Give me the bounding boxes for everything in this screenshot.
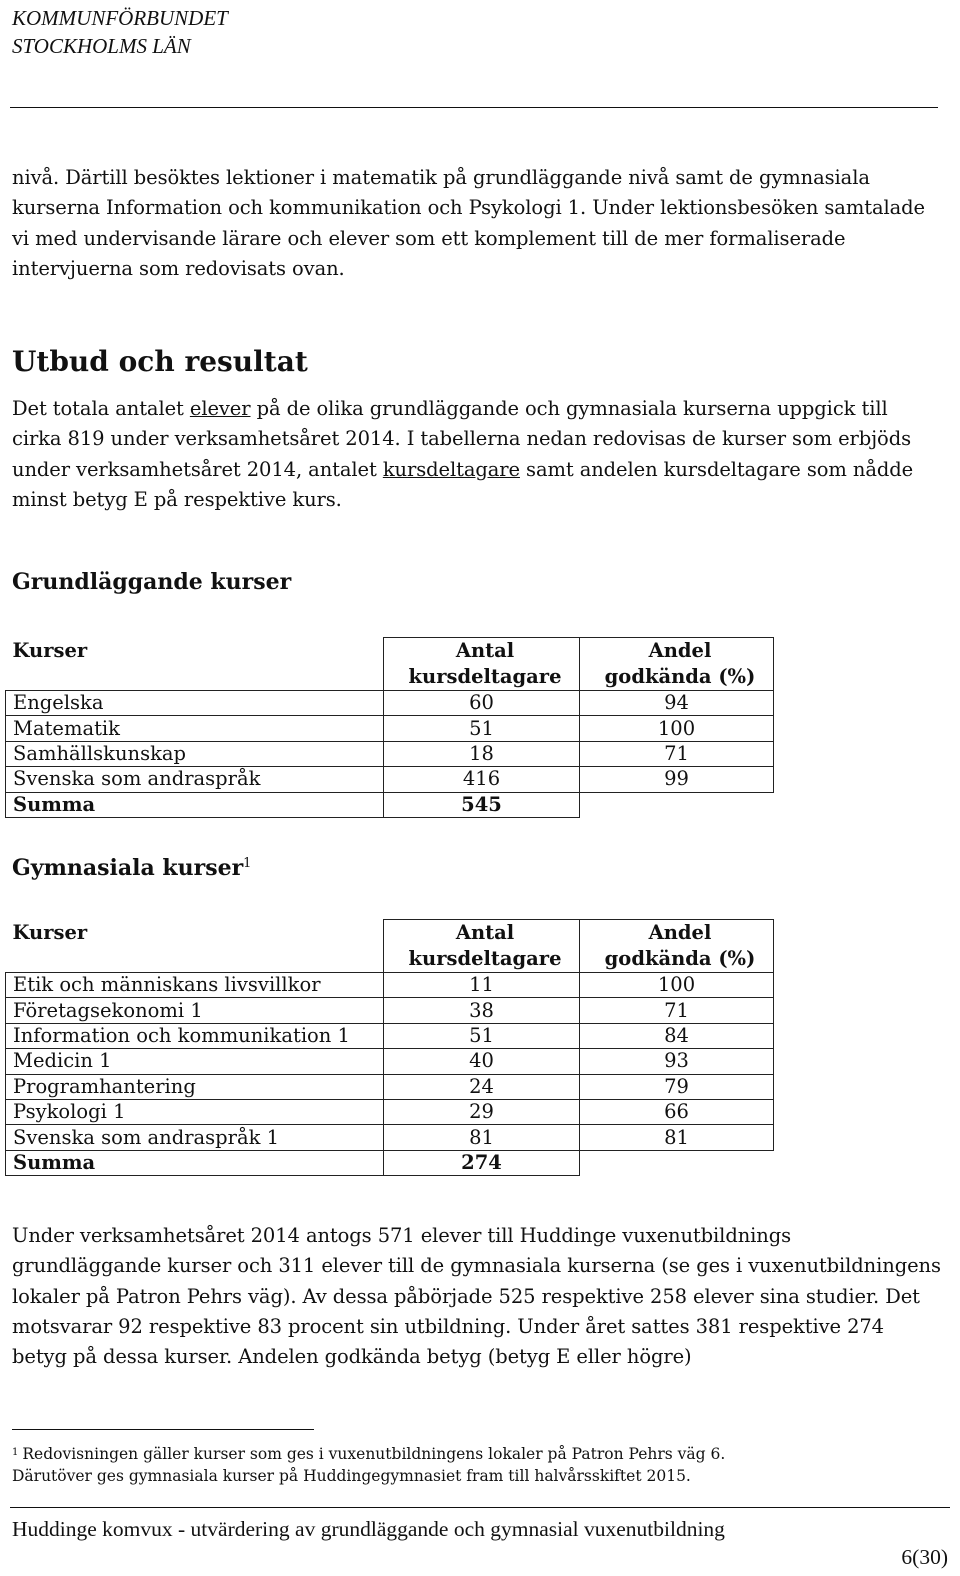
passed-value: 66 bbox=[580, 1099, 774, 1124]
sum-empty-cell bbox=[580, 792, 774, 817]
grundlaggande-heading: Grundläggande kurser bbox=[12, 569, 292, 595]
elever-link[interactable]: elever bbox=[189, 397, 251, 420]
table-row bbox=[6, 1099, 774, 1124]
participants-value: 40 bbox=[384, 1049, 580, 1074]
table-row bbox=[6, 998, 774, 1023]
sum-label: Summa bbox=[6, 792, 384, 817]
participants-value: 24 bbox=[384, 1074, 580, 1099]
sum-value: 274 bbox=[384, 1150, 580, 1175]
course-name: Information och kommunikation 1 bbox=[6, 1023, 384, 1048]
table-sum-row bbox=[6, 792, 774, 817]
header-antal-line2: kursdeltagare bbox=[408, 665, 562, 688]
course-name: Företagsekonomi 1 bbox=[6, 998, 384, 1023]
gymnasiala-table bbox=[5, 919, 774, 1176]
table-row bbox=[6, 691, 774, 716]
footnote-line1: Redovisningen gäller kurser som ges i vuxenutbildningens lokaler på Patron Pehrs väg 6. bbox=[22, 1445, 726, 1463]
header-kurser: Kurser bbox=[6, 920, 384, 973]
section-text-3: samt andelen kursdeltagare som nådde minst betyg E på respektive kurs. bbox=[12, 457, 914, 511]
participants-value: 11 bbox=[384, 973, 580, 998]
footnote-rule bbox=[12, 1429, 314, 1430]
course-name: Medicin 1 bbox=[6, 1049, 384, 1074]
passed-value: 71 bbox=[580, 998, 774, 1023]
participants-value: 81 bbox=[384, 1125, 580, 1150]
section-text-2: på de olika grundläggande och gymnasiala kurserna uppgick till cirka 819 under verksamhetsåret 2014. I tabellerna nedan redovisas de kurser som erbjöds under verksamhetsåret 2014, antalet bbox=[12, 397, 911, 481]
gymnasiala-heading bbox=[12, 849, 251, 883]
course-name: Samhällskunskap bbox=[6, 741, 384, 766]
participants-value: 60 bbox=[384, 691, 580, 716]
section-text-1: Det totala antalet bbox=[12, 397, 190, 420]
footnote bbox=[12, 1442, 942, 1487]
gymnasiala-heading-text: Gymnasiala kurser bbox=[12, 855, 244, 881]
passed-value: 100 bbox=[580, 716, 774, 741]
footnote-reference[interactable]: 1 bbox=[243, 856, 252, 871]
table-row bbox=[6, 1049, 774, 1074]
footer-text: Huddinge komvux - utvärdering av grundläggande och gymnasial vuxenutbildning bbox=[12, 1517, 725, 1541]
table-sum-row bbox=[6, 1150, 774, 1175]
section-paragraph bbox=[12, 394, 942, 515]
section-heading: Utbud och resultat bbox=[12, 345, 308, 378]
sum-value: 545 bbox=[384, 792, 580, 817]
footer-rule bbox=[10, 1507, 950, 1508]
header-andel bbox=[580, 638, 774, 691]
table-row bbox=[6, 1023, 774, 1048]
passed-value: 84 bbox=[580, 1023, 774, 1048]
passed-value: 99 bbox=[580, 767, 774, 792]
course-name: Programhantering bbox=[6, 1074, 384, 1099]
course-name: Svenska som andraspråk bbox=[6, 767, 384, 792]
course-name: Svenska som andraspråk 1 bbox=[6, 1125, 384, 1150]
header-antal bbox=[384, 920, 580, 973]
sum-empty-cell bbox=[580, 1150, 774, 1175]
table-row bbox=[6, 741, 774, 766]
course-name: Matematik bbox=[6, 716, 384, 741]
table-row bbox=[6, 1074, 774, 1099]
participants-value: 29 bbox=[384, 1099, 580, 1124]
header-antal-line1: Antal bbox=[455, 639, 515, 662]
intro-paragraph: nivå. Därtill besöktes lektioner i matematik på grundläggande nivå samt de gymnasiala kurserna Information och kommunikation och Psykologi 1. Under lektionsbesöken samtalade vi med undervisande lärare och elever som ett komplement till de mer formaliserade intervjuerna som redovisats ovan. bbox=[12, 166, 925, 280]
organization-name-line2: STOCKHOLMS LÄN bbox=[12, 34, 191, 58]
closing-paragraph: Under verksamhetsåret 2014 antogs 571 elever till Huddinge vuxenutbildnings grundläggande kurser och 311 elever till de gymnasiala kurserna (se ges i vuxenutbildningens lokaler på Patron Pehrs väg). Av dessa påbörjade 525 respektive 258 elever sina studier. Det motsvarar 92 respektive 83 procent sin utbildning. Under året sattes 381 respektive 274 betyg på dessa kurser. Andelen godkända betyg (betyg E eller högre) bbox=[12, 1224, 941, 1369]
header-antal-line1: Antal bbox=[455, 921, 515, 944]
header-rule bbox=[10, 107, 938, 108]
passed-value: 93 bbox=[580, 1049, 774, 1074]
header-antal bbox=[384, 638, 580, 691]
course-name: Psykologi 1 bbox=[6, 1099, 384, 1124]
header-andel bbox=[580, 920, 774, 973]
sum-label: Summa bbox=[6, 1150, 384, 1175]
footnote-line2: Därutöver ges gymnasiala kurser på Huddingegymnasiet fram till halvårsskiftet 2015. bbox=[12, 1467, 691, 1485]
passed-value: 79 bbox=[580, 1074, 774, 1099]
organization-name-line1: KOMMUNFÖRBUNDET bbox=[12, 6, 228, 30]
participants-value: 416 bbox=[384, 767, 580, 792]
grundlaggande-table bbox=[5, 637, 774, 818]
table-row bbox=[6, 716, 774, 741]
table-row bbox=[6, 767, 774, 792]
table-header-row bbox=[6, 920, 774, 973]
passed-value: 94 bbox=[580, 691, 774, 716]
course-name: Etik och människans livsvillkor bbox=[6, 973, 384, 998]
header-antal-line2: kursdeltagare bbox=[408, 947, 562, 970]
table-row bbox=[6, 973, 774, 998]
participants-value: 51 bbox=[384, 1023, 580, 1048]
kursdeltagare-link[interactable]: kursdeltagare bbox=[382, 457, 520, 481]
table-header-row bbox=[6, 638, 774, 691]
page-number: 6(30) bbox=[901, 1545, 948, 1569]
passed-value: 100 bbox=[580, 973, 774, 998]
header-andel-line1: Andel bbox=[648, 639, 712, 662]
footnote-marker: 1 bbox=[12, 1447, 19, 1458]
course-name: Engelska bbox=[6, 691, 384, 716]
participants-value: 18 bbox=[384, 741, 580, 766]
participants-value: 51 bbox=[384, 716, 580, 741]
table-row bbox=[6, 1125, 774, 1150]
organization-name bbox=[12, 4, 228, 60]
header-andel-line2: godkända (%) bbox=[604, 947, 756, 970]
participants-value: 38 bbox=[384, 998, 580, 1023]
passed-value: 81 bbox=[580, 1125, 774, 1150]
header-andel-line1: Andel bbox=[648, 921, 712, 944]
passed-value: 71 bbox=[580, 741, 774, 766]
header-andel-line2: godkända (%) bbox=[604, 665, 756, 688]
header-kurser: Kurser bbox=[6, 638, 384, 691]
